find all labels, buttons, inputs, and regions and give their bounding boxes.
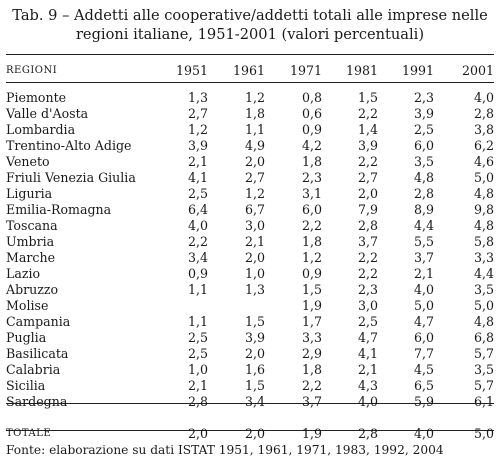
value-cell: 2,3 <box>413 90 434 105</box>
value-cell: 6,1 <box>473 394 494 409</box>
value-cell: 2,2 <box>357 106 378 121</box>
value-cell: 1,6 <box>244 362 265 377</box>
value-cell: 2,1 <box>187 154 208 169</box>
value-cell: 2,1 <box>187 378 208 393</box>
value-cell: 1,5 <box>244 314 265 329</box>
value-cell: 4,2 <box>301 138 322 153</box>
column-header-year: 1971 <box>289 63 322 78</box>
value-cell: 5,7 <box>473 378 494 393</box>
table-row <box>6 362 494 378</box>
value-cell: 4,6 <box>473 154 494 169</box>
value-cell: 1,5 <box>357 90 378 105</box>
data-table <box>6 60 494 442</box>
table-row <box>6 314 494 330</box>
value-cell: 6,0 <box>413 138 434 153</box>
title-line-2: regioni italiane, 1951-2001 (valori percentuali) <box>75 26 425 43</box>
region-name: Molise <box>6 298 49 313</box>
value-cell: 4,1 <box>357 346 378 361</box>
value-cell: 5,9 <box>413 394 434 409</box>
value-cell: 2,8 <box>357 426 378 441</box>
value-cell: 5,0 <box>473 170 494 185</box>
value-cell: 2,3 <box>301 170 322 185</box>
value-cell: 2,0 <box>357 186 378 201</box>
value-cell: 6,8 <box>473 330 494 345</box>
table-row <box>6 170 494 186</box>
value-cell: 3,3 <box>301 330 322 345</box>
table-title <box>0 6 500 44</box>
region-name: Calabria <box>6 362 61 377</box>
value-cell: 3,0 <box>357 298 378 313</box>
value-cell: 5,8 <box>473 234 494 249</box>
value-cell: 1,2 <box>244 90 265 105</box>
column-header-year: 1991 <box>401 63 434 78</box>
region-name: Piemonte <box>6 90 67 105</box>
value-cell: 5,0 <box>473 426 494 441</box>
value-cell: 3,9 <box>357 138 378 153</box>
value-cell: 3,4 <box>244 394 265 409</box>
table-row <box>6 122 494 138</box>
table-row <box>6 378 494 394</box>
value-cell: 1,2 <box>244 186 265 201</box>
value-cell: 2,0 <box>244 346 265 361</box>
region-name: Trentino-Alto Adige <box>6 138 132 153</box>
title-line-1: Tab. 9 – Addetti alle cooperative/addetti totali alle imprese nelle <box>12 7 488 24</box>
region-name: Sardegna <box>6 394 68 409</box>
value-cell: 6,5 <box>413 378 434 393</box>
value-cell: 2,5 <box>413 122 434 137</box>
value-cell: 4,8 <box>413 170 434 185</box>
table-row <box>6 106 494 122</box>
value-cell: 2,2 <box>187 234 208 249</box>
value-cell: 4,0 <box>357 394 378 409</box>
value-cell: 1,9 <box>301 298 322 313</box>
region-name: Basilicata <box>6 346 69 361</box>
value-cell: 1,7 <box>301 314 322 329</box>
value-cell: 5,5 <box>413 234 434 249</box>
value-cell: 1,1 <box>187 282 208 297</box>
value-cell: 5,0 <box>473 298 494 313</box>
value-cell: 4,8 <box>473 186 494 201</box>
value-cell: 2,8 <box>187 394 208 409</box>
value-cell <box>208 298 265 314</box>
value-cell: 1,5 <box>244 378 265 393</box>
table-row <box>6 234 494 250</box>
region-name: Abruzzo <box>6 282 59 297</box>
table-row <box>6 394 494 410</box>
table-row <box>6 218 494 234</box>
value-cell: 3,4 <box>187 250 208 265</box>
value-cell: 3,7 <box>301 394 322 409</box>
region-name: Marche <box>6 250 56 265</box>
value-cell: 2,8 <box>413 186 434 201</box>
value-cell: 4,8 <box>473 218 494 233</box>
value-cell: 9,8 <box>473 202 494 217</box>
table-row <box>6 138 494 154</box>
value-cell: 2,8 <box>473 106 494 121</box>
value-cell: 1,3 <box>244 282 265 297</box>
value-cell: 2,3 <box>357 282 378 297</box>
value-cell: 1,0 <box>187 362 208 377</box>
value-cell: 2,2 <box>357 250 378 265</box>
value-cell: 1,0 <box>244 266 265 281</box>
value-cell: 0,9 <box>301 266 322 281</box>
value-cell: 4,0 <box>413 426 434 441</box>
value-cell: 4,0 <box>473 90 494 105</box>
value-cell: 7,7 <box>413 346 434 361</box>
value-cell: 4,3 <box>357 378 378 393</box>
value-cell: 2,2 <box>301 378 322 393</box>
value-cell: 2,0 <box>244 154 265 169</box>
value-cell: 2,1 <box>244 234 265 249</box>
table-row <box>6 298 494 314</box>
column-header-year: 1961 <box>232 63 265 78</box>
value-cell: 2,7 <box>244 170 265 185</box>
table-row <box>6 266 494 282</box>
region-name: Veneto <box>6 154 50 169</box>
value-cell: 2,2 <box>301 218 322 233</box>
value-cell: 0,9 <box>301 122 322 137</box>
value-cell: 2,2 <box>357 266 378 281</box>
region-name: Toscana <box>6 218 58 233</box>
value-cell: 1,8 <box>301 362 322 377</box>
table-row <box>6 330 494 346</box>
value-cell: 4,4 <box>413 218 434 233</box>
region-name: Friuli Venezia Giulia <box>6 170 136 185</box>
value-cell: 3,7 <box>357 234 378 249</box>
top-rule <box>6 54 494 55</box>
value-cell: 1,5 <box>301 282 322 297</box>
total-label: TOTALE <box>6 428 52 439</box>
table-row <box>6 250 494 266</box>
value-cell: 3,9 <box>413 106 434 121</box>
value-cell: 6,0 <box>301 202 322 217</box>
header-row <box>6 60 494 82</box>
value-cell: 2,7 <box>357 170 378 185</box>
value-cell: 4,0 <box>413 282 434 297</box>
value-cell: 6,7 <box>244 202 265 217</box>
value-cell: 3,8 <box>473 122 494 137</box>
column-header-year: 2001 <box>461 63 494 78</box>
region-name: Emilia-Romagna <box>6 202 112 217</box>
source-note: Fonte: elaborazione su dati ISTAT 1951, 1961, 1971, 1983, 1992, 2004 <box>6 443 444 457</box>
value-cell: 3,1 <box>301 186 322 201</box>
column-header-year: 1951 <box>175 63 208 78</box>
value-cell: 0,9 <box>187 266 208 281</box>
value-cell: 4,7 <box>357 330 378 345</box>
value-cell: 1,2 <box>301 250 322 265</box>
value-cell: 0,6 <box>301 106 322 121</box>
region-name: Puglia <box>6 330 47 345</box>
value-cell: 3,5 <box>473 282 494 297</box>
value-cell: 1,8 <box>244 106 265 121</box>
value-cell: 2,1 <box>357 362 378 377</box>
value-cell: 2,0 <box>187 426 208 441</box>
value-cell: 8,9 <box>413 202 434 217</box>
value-cell: 2,5 <box>187 186 208 201</box>
value-cell: 3,3 <box>473 250 494 265</box>
value-cell: 6,2 <box>473 138 494 153</box>
value-cell: 3,0 <box>244 218 265 233</box>
value-cell <box>158 298 208 314</box>
value-cell: 1,9 <box>301 426 322 441</box>
column-header-year: 1981 <box>345 63 378 78</box>
value-cell: 1,3 <box>187 90 208 105</box>
region-name: Valle d'Aosta <box>6 106 89 121</box>
value-cell: 6,0 <box>413 330 434 345</box>
value-cell: 1,8 <box>301 234 322 249</box>
value-cell: 1,2 <box>187 122 208 137</box>
region-name: Umbria <box>6 234 55 249</box>
value-cell: 4,4 <box>473 266 494 281</box>
value-cell: 3,9 <box>244 330 265 345</box>
value-cell: 1,8 <box>301 154 322 169</box>
table-row <box>6 154 494 170</box>
table-row <box>6 186 494 202</box>
value-cell: 2,2 <box>357 154 378 169</box>
value-cell: 3,7 <box>413 250 434 265</box>
region-name: Sicilia <box>6 378 46 393</box>
value-cell: 4,5 <box>413 362 434 377</box>
value-cell: 2,5 <box>187 346 208 361</box>
value-cell: 4,0 <box>187 218 208 233</box>
value-cell: 6,4 <box>187 202 208 217</box>
value-cell: 5,7 <box>473 346 494 361</box>
value-cell: 2,5 <box>357 314 378 329</box>
value-cell: 2,8 <box>357 218 378 233</box>
value-cell: 2,0 <box>244 250 265 265</box>
value-cell: 2,9 <box>301 346 322 361</box>
table-body <box>6 90 494 442</box>
region-name: Liguria <box>6 186 53 201</box>
value-cell: 5,0 <box>413 298 434 313</box>
value-cell: 3,5 <box>413 154 434 169</box>
value-cell: 1,1 <box>187 314 208 329</box>
value-cell: 0,8 <box>301 90 322 105</box>
column-header-regioni: REGIONI <box>6 65 58 76</box>
value-cell: 7,9 <box>357 202 378 217</box>
table-row <box>6 282 494 298</box>
value-cell: 4,9 <box>244 138 265 153</box>
value-cell: 2,7 <box>187 106 208 121</box>
value-cell: 1,1 <box>244 122 265 137</box>
table-row <box>6 90 494 106</box>
value-cell: 2,1 <box>413 266 434 281</box>
value-cell: 4,1 <box>187 170 208 185</box>
value-cell: 4,8 <box>473 314 494 329</box>
region-name: Lazio <box>6 266 41 281</box>
value-cell: 3,5 <box>473 362 494 377</box>
total-row <box>6 426 494 442</box>
value-cell: 3,9 <box>187 138 208 153</box>
region-name: Campania <box>6 314 71 329</box>
value-cell: 1,4 <box>357 122 378 137</box>
value-cell: 2,0 <box>244 426 265 441</box>
table-row <box>6 346 494 362</box>
region-name: Lombardia <box>6 122 76 137</box>
table-row <box>6 202 494 218</box>
value-cell: 4,7 <box>413 314 434 329</box>
value-cell: 2,5 <box>187 330 208 345</box>
